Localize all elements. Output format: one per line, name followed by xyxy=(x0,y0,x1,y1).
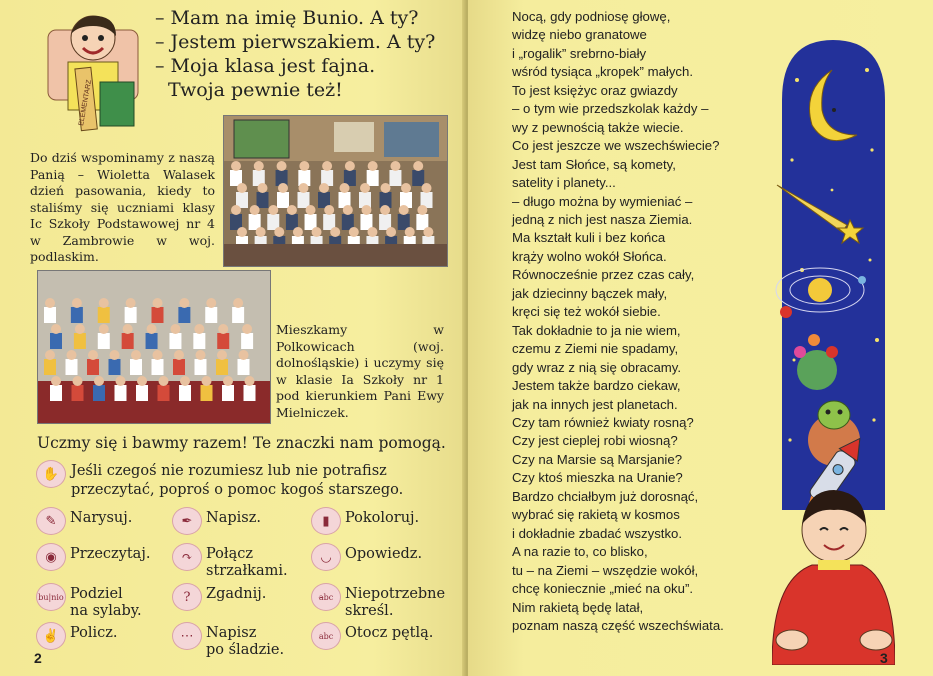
poem-line: A na razie to, co blisko, xyxy=(512,544,648,560)
trace-icon: ⋯ xyxy=(172,622,202,650)
poem-line: Bardzo chciałbym już dorosnąć, xyxy=(512,488,699,504)
arrows-icon: ↷ xyxy=(172,543,202,571)
help-text: Jeśli czegoś nie rozumiesz lub nie potrafisz przeczytać, poproś o pomoc kogoś starszego. xyxy=(71,463,404,498)
dialog-block xyxy=(155,6,435,102)
activity-label: Policz. xyxy=(70,625,118,641)
pencil-icon: ✎ xyxy=(36,507,66,535)
page-number-left: 2 xyxy=(34,650,42,666)
activity-label: Napisz po śladzie. xyxy=(206,625,285,658)
activity-label: Zgadnij. xyxy=(206,586,267,602)
poem-line: – długo można by wymieniać – xyxy=(512,193,693,209)
poem-line: wybrać się rakietą w kosmos xyxy=(512,507,680,523)
activity-label: Niepotrzebne skreśl. xyxy=(345,586,446,619)
poem-line: wy z pewnością także wiecie. xyxy=(512,119,684,135)
poem-line: Nocą, gdy podniosę głowę, xyxy=(512,9,671,24)
poem-line: krąży wolno wokół Słońca. xyxy=(512,248,667,264)
activity-label: Przeczytaj. xyxy=(70,546,151,562)
mascot-boy-illustration xyxy=(38,8,148,136)
dialog-line-3: – Moja klasa jest fajna. xyxy=(155,55,376,77)
caption-photo-2: Mieszkamy w Polkowicach (woj. dolnośląskie) i uczymy się w klasie Ia Szkoły nr 1 pod kierunkiem Pani Ewy Mielniczek. xyxy=(276,322,444,420)
learn-heading: Uczmy się i bawmy razem! Te znaczki nam pomogą. xyxy=(37,434,446,452)
poem xyxy=(512,8,724,635)
poem-line: kręci się też wokół siebie. xyxy=(512,304,661,320)
poem-line: wśród tysiąca „kropek” małych. xyxy=(512,64,694,80)
activity-label: Połącz strzałkami. xyxy=(206,546,288,579)
activity-label: Podziel na sylaby. xyxy=(70,586,142,619)
poem-line: Czy na Marsie są Marsjanie? xyxy=(512,451,683,467)
poem-line: i „rogalik” srebrno-biały xyxy=(512,45,647,61)
poem-line: Ma kształt kuli i bez końca xyxy=(512,230,666,246)
poem-line: jak dziecinny bączek mały, xyxy=(512,285,668,301)
poem-line: Równocześnie przez czas cały, xyxy=(512,267,695,283)
poem-line: gdy wraz z nią się obracamy. xyxy=(512,359,682,375)
class-photo-zambrow xyxy=(223,115,448,267)
class-photo-polkowice xyxy=(37,270,271,424)
dialog-line-4: Twoja pewnie też! xyxy=(168,79,343,101)
poem-line: chcę koniecznie „mieć na oku”. xyxy=(512,581,694,597)
dialog-line-2: – Jestem pierwszakiem. A ty? xyxy=(155,31,436,53)
crayons-icon: ▮ xyxy=(311,507,341,535)
helping-hands-icon: ✋ xyxy=(36,460,66,488)
poem-line: satelity i planety... xyxy=(512,175,616,191)
space-illustration xyxy=(772,40,895,665)
hand-count-icon: ✌ xyxy=(36,622,66,650)
dialog-line-1: – Mam na imię Bunio. A ty? xyxy=(155,7,419,29)
poem-line: i dokładnie zbadać wszystko. xyxy=(512,525,683,541)
boy-in-red-illustration xyxy=(772,490,895,665)
poem-line: Co jest jeszcze we wszechświecie? xyxy=(512,138,720,154)
activity-label: Opowiedz. xyxy=(345,546,423,562)
poem-line: czemu z Ziemi nie spadamy, xyxy=(512,341,679,357)
poem-line: Czy tam również kwiaty rosną? xyxy=(512,414,694,430)
caption-photo-1: Do dziś wspominamy z naszą Panią – Wioletta Walasek dzień pasowania, kiedy to staliśmy się uczniami klasy Ic Szkoły Podstawowej nr 4 w Zambrowie w woj. podlaskim. xyxy=(30,150,215,264)
mascot-book-label: ELEMENTARZ xyxy=(78,79,94,127)
poem-line: poznam naszą część wszechświata. xyxy=(512,617,724,633)
strike-icon: a̶bc xyxy=(311,583,341,611)
poem-line: Jestem także bardzo ciekaw, xyxy=(512,378,681,394)
page-number-right: 3 xyxy=(880,650,888,666)
poem-line: jedną z nich jest nasza Ziemia. xyxy=(512,211,693,227)
poem-line: Jest tam Słońce, są komety, xyxy=(512,156,676,172)
loop-icon: abc xyxy=(311,622,341,650)
activity-label: Narysuj. xyxy=(70,510,133,526)
poem-line: Czy ktoś mieszka na Uranie? xyxy=(512,470,683,486)
poem-line: widzę niebo granatowe xyxy=(512,27,647,43)
activity-label: Pokoloruj. xyxy=(345,510,420,526)
syllables-icon: bu|nio xyxy=(36,583,66,611)
poem-line: Tak dokładnie to ja nie wiem, xyxy=(512,322,681,338)
question-icon: ? xyxy=(172,583,202,611)
poem-line: Czy jest cieplej robi wiosną? xyxy=(512,433,678,449)
poem-line: Nim rakietą będę latał, xyxy=(512,599,644,615)
eye-icon: ◉ xyxy=(36,543,66,571)
poem-line: – o tym wie przedszkolak każdy – xyxy=(512,101,709,117)
poem-line: To jest księżyc oraz gwiazdy xyxy=(512,82,678,98)
pen-icon: ✒ xyxy=(172,507,202,535)
activity-label: Napisz. xyxy=(206,510,261,526)
poem-line: tu – na Ziemi – wszędzie wokół, xyxy=(512,562,699,578)
poem-line: jak na innych jest planetach. xyxy=(512,396,678,412)
activity-label: Otocz pętlą. xyxy=(345,625,434,641)
mouth-icon: ◡ xyxy=(311,543,341,571)
